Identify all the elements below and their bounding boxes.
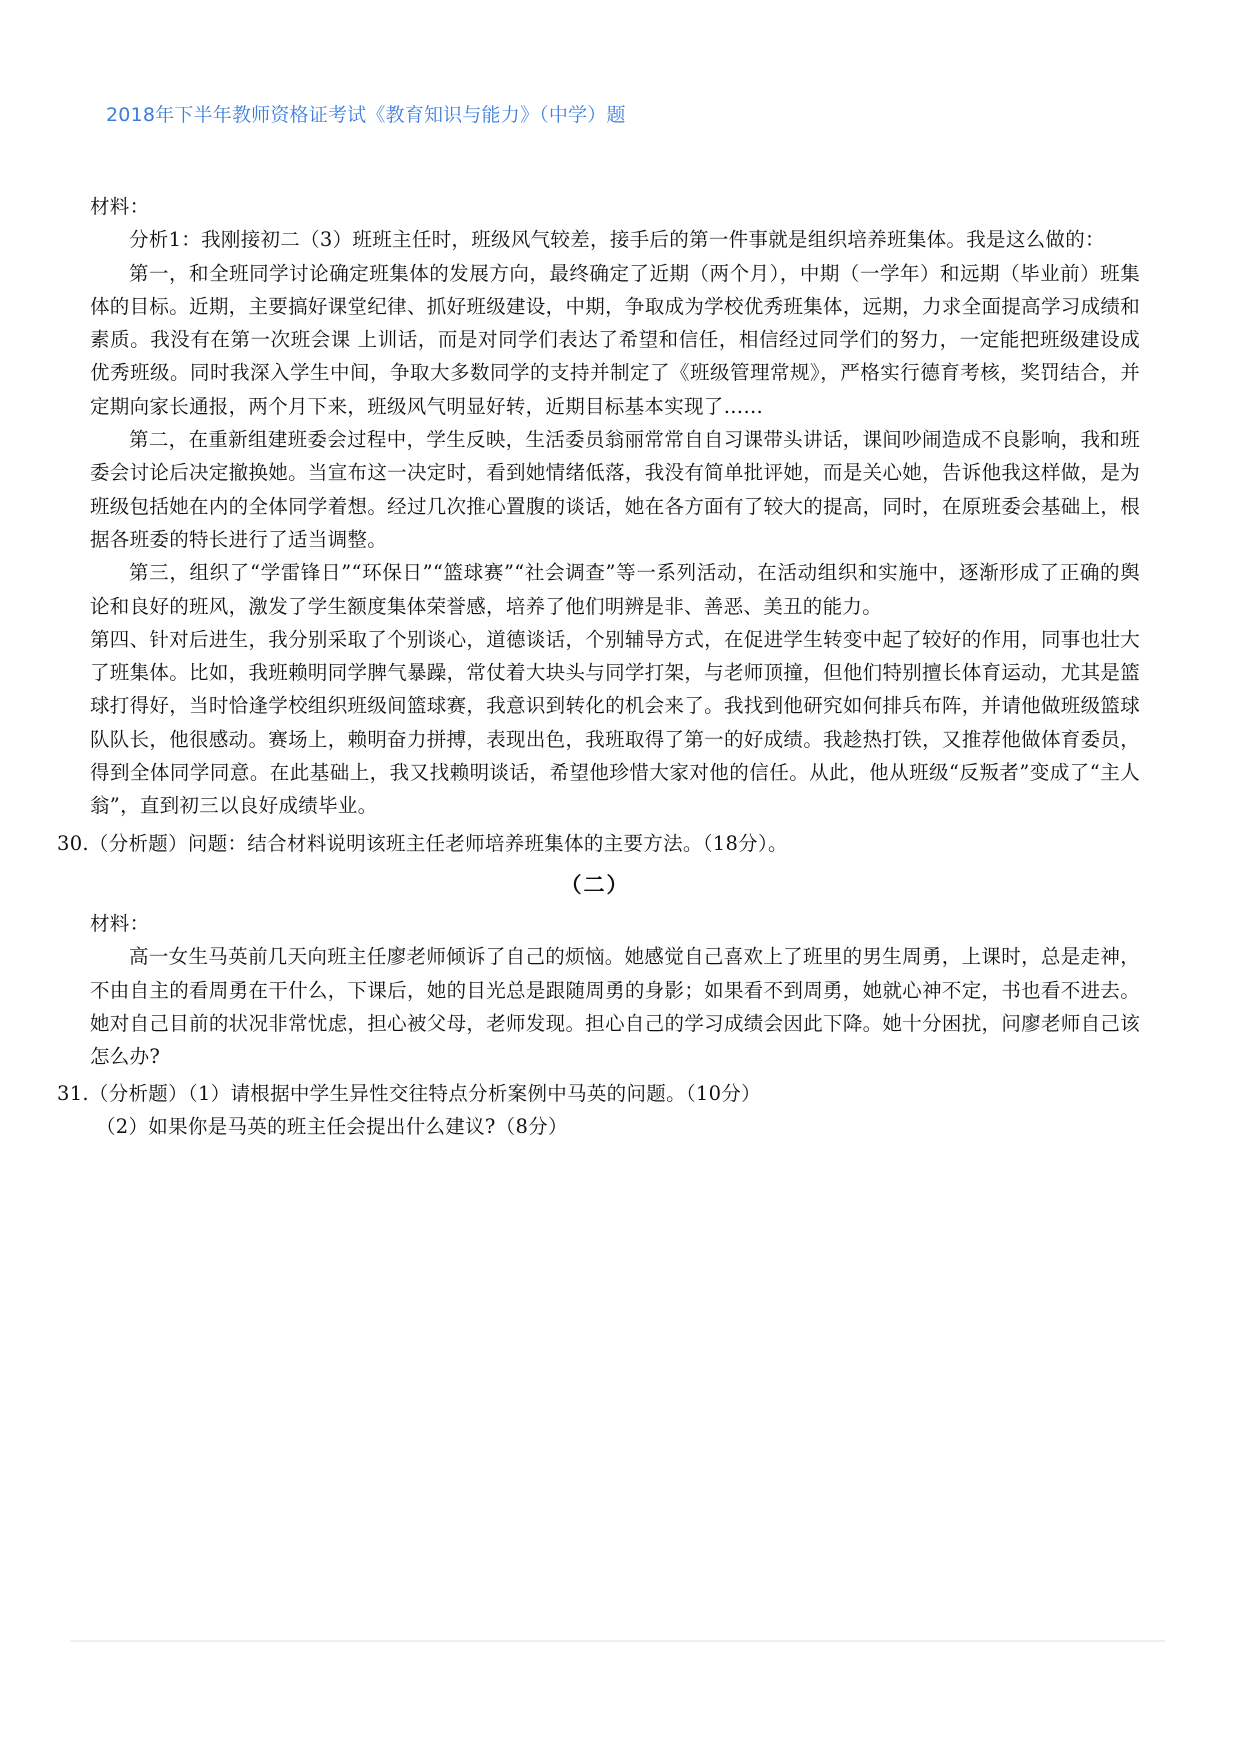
question-31-part-2: （2）如果你是马英的班主任会提出什么建议?（8分） (96, 1115, 568, 1139)
paragraph-fourth: 第四、针对后进生，我分别采取了个别谈心，道德谈话，个别辅导方式，在促进学生转变中起了较好的作用，同事也壮大了班集体。比如，我班赖明同学脾气暴躁，常仗着大块头与同学打架，与老师顶撞，但他们特别擅长体育运动，尤其是篮球打得好，当时恰逢学校组织班级间篮球赛，我意识到转化的机会来了。我找到他研究如何排兵布阵，并请他做班级篮球队队长，他很感动。赛场上，赖明奋力拼搏，表现出色，我班取得了第一的好成绩。我趁热打铁，又推荐他做体育委员，得到全体同学同意。在此基础上，我又找赖明谈话，希望他珍惜大家对他的信任。从此，他从班级“反叛者”变成了“主人翁”，直到初三以良好成绩毕业。 (90, 627, 1140, 818)
document-body (57, 190, 1140, 1144)
section-heading-two: （二） (560, 871, 630, 897)
material-label: 材料： (90, 195, 150, 218)
paragraph-first: 第一，和全班同学讨论确定班集体的发展方向，最终确定了近期（两个月），中期（一学年）和远期（毕业前）班集体的目标。近期，主要搞好课堂纪律、抓好班级建设，中期，争取成为学校优秀班集体，远期，力求全面提高学习成绩和素质。我没有在第一次班会课 上训话，而是对同学们表达了希望和信任，相信经过同学们的努力，一定能把班级建设成优秀班级。同时我深入学生中间，争取大多数同学的支持并制定了《班级管理常规》，严格实行德育考核，奖罚结合，并定期向家长通报，两个月下来，班级风气明显好转，近期目标基本实现了…… (90, 261, 1140, 418)
footer-divider (70, 1640, 1165, 1642)
material-label-2: 材料： (90, 911, 150, 935)
question-30: 30.（分析题）问题：结合材料说明该班主任老师培养班集体的主要方法。（18分）。 (57, 831, 788, 855)
document-title: 2018年下半年教师资格证考试《教育知识与能力》（中学）题 (106, 104, 626, 126)
paragraph-second: 第二，在重新组建班委会过程中，学生反映，生活委员翁丽常常自自习课带头讲话，课间吵闹造成不良影响，我和班委会讨论后决定撤换她。当宣布这一决定时，看到她情绪低落，我没有简单批评她，而是关心她，告诉他我这样做，是为班级包括她在内的全体同学着想。经过几次推心置腹的谈话，她在各方面有了较大的提高，同时，在原班委会基础上，根据各班委的特长进行了适当调整。 (90, 428, 1140, 551)
paragraph-third: 第三，组织了“学雷锋日”“环保日”“篮球赛”“社会调查”等一系列活动，在活动组织和实施中，逐渐形成了正确的舆论和良好的班风，激发了学生额度集体荣誉感，培养了他们明辨是非、善恶、美丑的能力。 (90, 561, 1140, 618)
paragraph-intro: 分析1：我刚接初二（3）班班主任时，班级风气较差，接手后的第一件事就是组织培养班集体。我是这么做的： (129, 228, 1105, 252)
paragraph-case: 高一女生马英前几天向班主任廖老师倾诉了自己的烦恼。她感觉自己喜欢上了班里的男生周勇，上课时，总是走神，不由自主的看周勇在干什么，下课后，她的目光总是跟随周勇的身影；如果看不到周勇，她就心神不定，书也看不进去。她对自己目前的状况非常忧虑，担心被父母，老师发现。担心自己的学习成绩会因此下降。她十分困扰，问廖老师自己该怎么办? (90, 945, 1140, 1069)
question-31: 31.（分析题）（1）请根据中学生异性交往特点分析案例中马英的问题。（10分） (57, 1082, 761, 1106)
